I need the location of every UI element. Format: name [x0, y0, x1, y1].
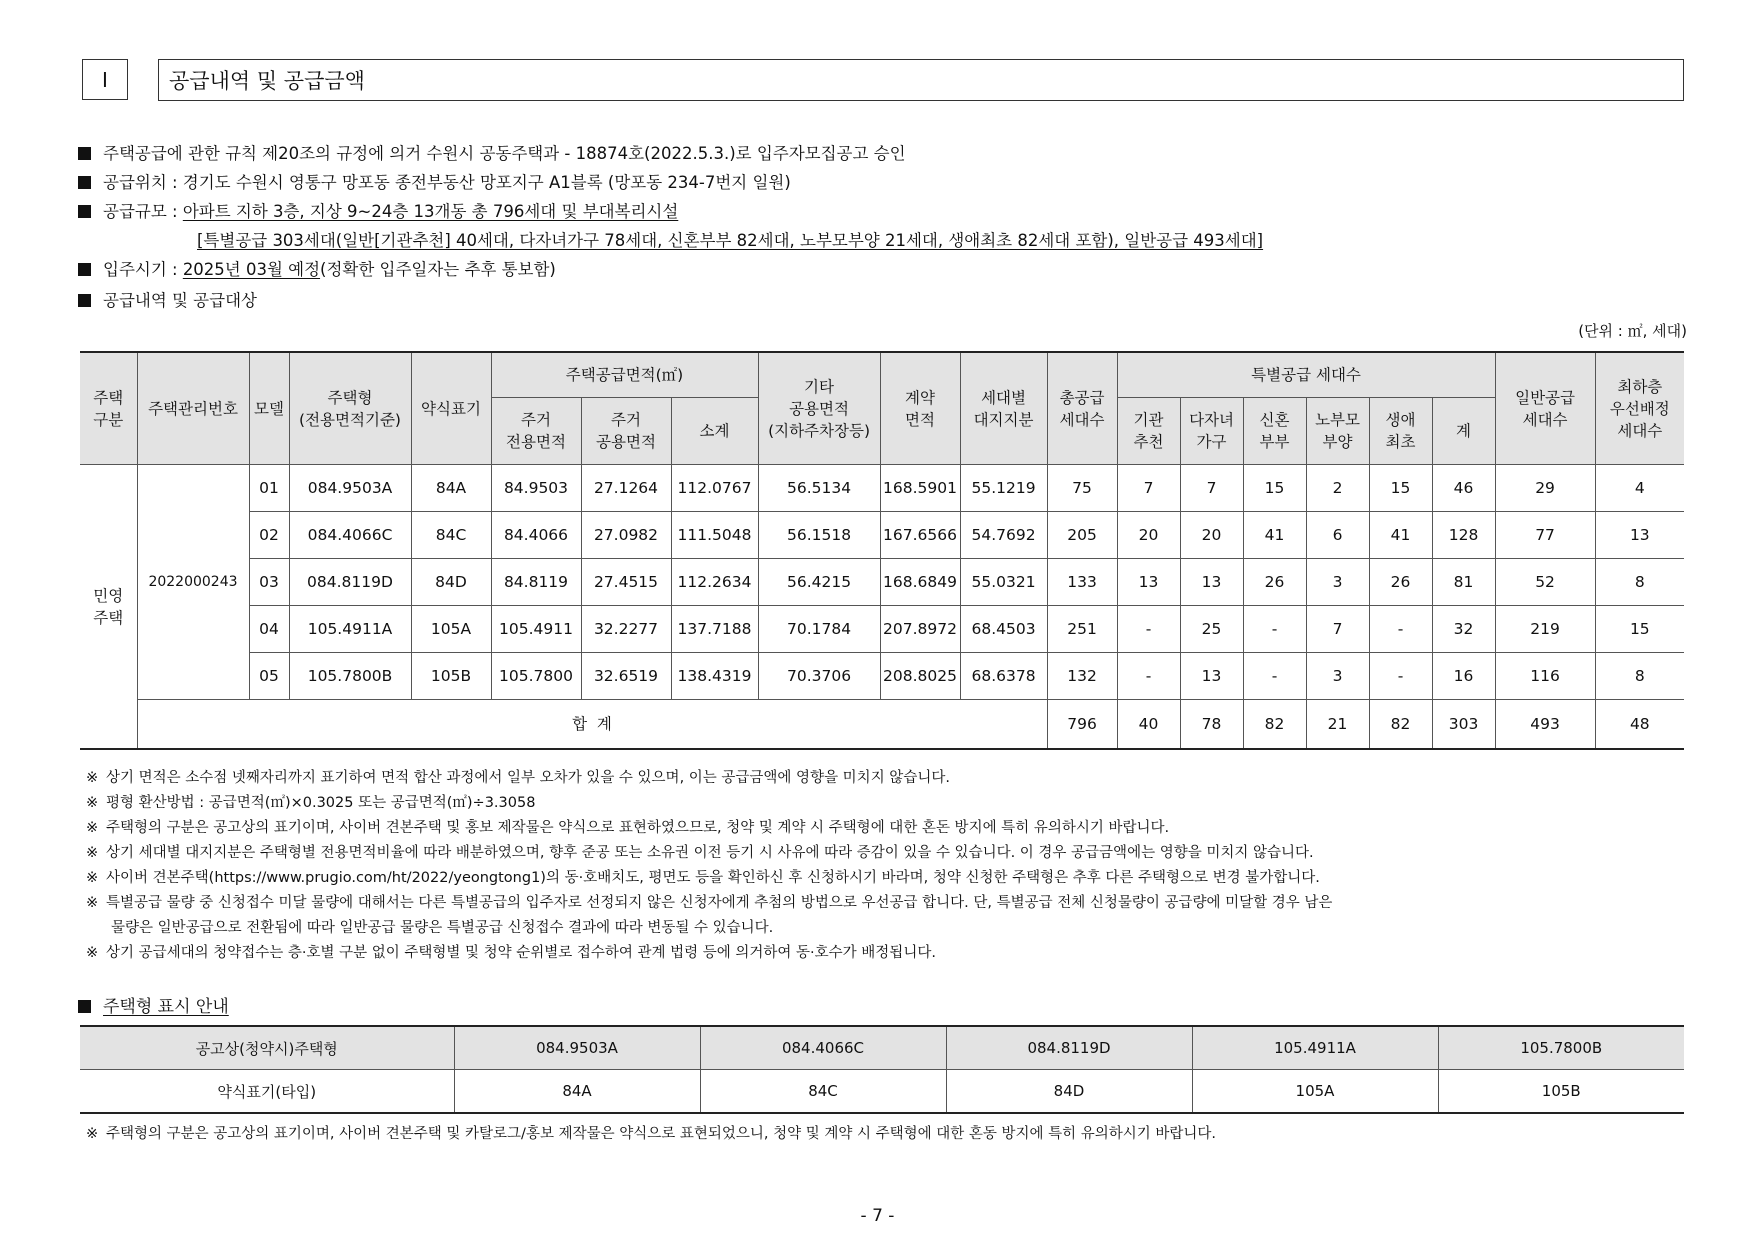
cell-model: 04: [249, 606, 289, 653]
cell-institution: -: [1117, 653, 1180, 700]
mark-cell: 105A: [1192, 1070, 1438, 1114]
info-scale-detail: [특별공급 303세대(일반[기관추천] 40세대, 다자녀가구 78세대, 신혼부부 82세대, 노부모부양 21세대, 생애최초 82세대 포함), 일반공급 493세대]: [197, 231, 1264, 250]
cell-land: 55.1219: [960, 465, 1047, 512]
cell-total: 75: [1047, 465, 1117, 512]
cell-subtotal: 111.5048: [671, 512, 758, 559]
cell-common: 32.6519: [581, 653, 671, 700]
cell-contract: 207.8972: [880, 606, 960, 653]
cell-special-sum: 16: [1432, 653, 1495, 700]
info-move-in: 입주시기 : 2025년 03월 예정(정확한 입주일자는 추후 통보함): [78, 259, 556, 281]
header-land-share: 세대별 대지지분: [960, 352, 1047, 465]
cell-total: 251: [1047, 606, 1117, 653]
header-common: 주거 공용면적: [581, 398, 671, 465]
cell-total: 132: [1047, 653, 1117, 700]
total-general: 493: [1495, 700, 1595, 750]
cell-first: -: [1369, 653, 1432, 700]
cell-special-sum: 46: [1432, 465, 1495, 512]
cell-subtotal: 138.4319: [671, 653, 758, 700]
total-lowest: 48: [1595, 700, 1684, 750]
cell-contract: 168.5901: [880, 465, 960, 512]
page-number: - 7 -: [860, 1206, 895, 1226]
type-cell: 084.8119D: [946, 1026, 1192, 1070]
cell-institution: 7: [1117, 465, 1180, 512]
info-supply-title: 공급내역 및 공급대상: [78, 290, 257, 312]
cell-mark: 84D: [411, 559, 491, 606]
cell-mark: 105A: [411, 606, 491, 653]
type-row: [80, 1026, 1684, 1070]
mark-cell: 84C: [700, 1070, 946, 1114]
header-other-common: 기타 공용면적 (지하주차장등): [758, 352, 880, 465]
cell-multi: 25: [1180, 606, 1243, 653]
cell-common: 27.4515: [581, 559, 671, 606]
cell-land: 68.4503: [960, 606, 1047, 653]
cell-exclusive: 105.4911: [491, 606, 581, 653]
cell-lowest: 8: [1595, 653, 1684, 700]
cell-total: 205: [1047, 512, 1117, 559]
type-cell: 105.7800B: [1438, 1026, 1684, 1070]
header-exclusive: 주거 전용면적: [491, 398, 581, 465]
cell-institution: -: [1117, 606, 1180, 653]
header-supply-area: 주택공급면적(㎡): [491, 352, 758, 398]
cell-elderly: 3: [1306, 653, 1369, 700]
cell-newlywed: 41: [1243, 512, 1306, 559]
cell-exclusive: 84.4066: [491, 512, 581, 559]
cell-lowest: 15: [1595, 606, 1684, 653]
cell-newlywed: -: [1243, 606, 1306, 653]
housing-type-cell: 민영 주택: [80, 465, 137, 750]
info-approval: 주택공급에 관한 규칙 제20조의 규정에 의거 수원시 공동주택과 - 18874호(2022.5.3.)로 입주자모집공고 승인: [78, 143, 906, 165]
cell-elderly: 2: [1306, 465, 1369, 512]
cell-exclusive: 105.7800: [491, 653, 581, 700]
cell-common: 27.1264: [581, 465, 671, 512]
total-institution: 40: [1117, 700, 1180, 750]
cell-exclusive: 84.9503: [491, 465, 581, 512]
notes-list: [86, 766, 1332, 966]
cell-total: 133: [1047, 559, 1117, 606]
cell-subtotal: 137.7188: [671, 606, 758, 653]
cell-common: 32.2277: [581, 606, 671, 653]
mgmt-no-cell: 2022000243: [137, 465, 249, 700]
cell-first: 26: [1369, 559, 1432, 606]
header-short-mark: 약식표기: [411, 352, 491, 465]
header-newlywed: 신혼 부부: [1243, 398, 1306, 465]
type-cell: 084.9503A: [454, 1026, 700, 1070]
cell-mark: 105B: [411, 653, 491, 700]
cell-institution: 20: [1117, 512, 1180, 559]
cell-contract: 167.6566: [880, 512, 960, 559]
cell-exclusive: 84.8119: [491, 559, 581, 606]
header-institution: 기관 추천: [1117, 398, 1180, 465]
cell-subtotal: 112.0767: [671, 465, 758, 512]
cell-mark: 84A: [411, 465, 491, 512]
header-housing-type: 주택 구분: [80, 352, 137, 465]
mark-row: [80, 1070, 1684, 1114]
cell-newlywed: 15: [1243, 465, 1306, 512]
cell-newlywed: 26: [1243, 559, 1306, 606]
table-total-row: [80, 700, 1684, 750]
total-special-sum: 303: [1432, 700, 1495, 750]
mark-cell: 105B: [1438, 1070, 1684, 1114]
header-special-sum: 계: [1432, 398, 1495, 465]
header-subtotal: 소계: [671, 398, 758, 465]
header-model: 모델: [249, 352, 289, 465]
note-item: ※ 상기 세대별 대지지분은 주택형별 전용면적비율에 따라 배분하였으며, 향후 준공 또는 소유권 이전 등기 시 사유에 따라 증감이 있을 수 있습니다. 이 경우 공급금액에는 영향을 미치지 않습니다.: [86, 845, 1314, 861]
cell-institution: 13: [1117, 559, 1180, 606]
table-row: [80, 653, 1684, 700]
cell-elderly: 3: [1306, 559, 1369, 606]
square-bullet-icon: [78, 205, 91, 218]
total-multi: 78: [1180, 700, 1243, 750]
cell-general: 29: [1495, 465, 1595, 512]
cell-multi: 20: [1180, 512, 1243, 559]
cell-general: 52: [1495, 559, 1595, 606]
cell-general: 77: [1495, 512, 1595, 559]
table-row: [80, 465, 1684, 512]
cell-land: 54.7692: [960, 512, 1047, 559]
total-elderly: 21: [1306, 700, 1369, 750]
cell-mark: 84C: [411, 512, 491, 559]
cell-subtotal: 112.2634: [671, 559, 758, 606]
square-bullet-icon: [78, 176, 91, 189]
header-contract-area: 계약 면적: [880, 352, 960, 465]
total-newlywed: 82: [1243, 700, 1306, 750]
cell-other: 56.1518: [758, 512, 880, 559]
header-special: 특별공급 세대수: [1117, 352, 1495, 398]
type-cell: 084.4066C: [700, 1026, 946, 1070]
cell-general: 116: [1495, 653, 1595, 700]
square-bullet-icon: [78, 263, 91, 276]
square-bullet-icon: [78, 294, 91, 307]
note-item: ※ 상기 공급세대의 청약접수는 층·호별 구분 없이 주택형별 및 청약 순위별로 접수하여 관계 법령 등에 의거하여 동·호수가 배정됩니다.: [86, 945, 936, 961]
cell-multi: 13: [1180, 653, 1243, 700]
table-row: [80, 606, 1684, 653]
cell-special-sum: 128: [1432, 512, 1495, 559]
note-item: ※ 상기 면적은 소수점 넷째자리까지 표기하여 면적 합산 과정에서 일부 오차가 있을 수 있으며, 이는 공급금액에 영향을 미치지 않습니다.: [86, 770, 950, 786]
note-item: ※ 특별공급 물량 중 신청접수 미달 물량에 대해서는 다른 특별공급의 입주자로 선정되지 않은 신청자에게 추첨의 방법으로 우선공급 합니다. 단, 특별공급 전체 신청물량이 공급량에 미달할 경우 남은: [86, 895, 1333, 911]
cell-newlywed: -: [1243, 653, 1306, 700]
table-row: [80, 512, 1684, 559]
cell-type: 084.9503A: [289, 465, 411, 512]
cell-other: 70.1784: [758, 606, 880, 653]
square-bullet-icon: [78, 147, 91, 160]
unit-label: (단위 : ㎡, 세대): [1578, 322, 1687, 340]
cell-type: 105.4911A: [289, 606, 411, 653]
total-first: 82: [1369, 700, 1432, 750]
type-display-title: 주택형 표시 안내: [78, 992, 229, 1017]
note-continuation: 물량은 일반공급으로 전환됨에 따라 일반공급 물량은 특별공급 신청접수 결과에 따라 변동될 수 있습니다.: [111, 920, 774, 936]
cell-land: 68.6378: [960, 653, 1047, 700]
header-total-units: 총공급 세대수: [1047, 352, 1117, 465]
section-title: 공급내역 및 공급금액: [158, 59, 1684, 101]
header-elderly: 노부모 부양: [1306, 398, 1369, 465]
cell-type: 084.8119D: [289, 559, 411, 606]
cell-contract: 168.6849: [880, 559, 960, 606]
info-scale: 공급규모 : 아파트 지하 3층, 지상 9~24층 13개동 총 796세대 및 부대복리시설: [78, 201, 678, 223]
cell-special-sum: 81: [1432, 559, 1495, 606]
total-label: 합 계: [137, 700, 1047, 750]
cell-elderly: 6: [1306, 512, 1369, 559]
cell-multi: 13: [1180, 559, 1243, 606]
cell-model: 01: [249, 465, 289, 512]
header-first-time: 생애 최초: [1369, 398, 1432, 465]
type-cell: 105.4911A: [1192, 1026, 1438, 1070]
note-item: ※ 주택형의 구분은 공고상의 표기이며, 사이버 견본주택 및 홍보 제작물은 약식으로 표현하였으므로, 청약 및 계약 시 주택형에 대한 혼돈 방지에 특히 유의하시기 바랍니다.: [86, 820, 1170, 836]
total-units: 796: [1047, 700, 1117, 750]
cell-lowest: 13: [1595, 512, 1684, 559]
cell-multi: 7: [1180, 465, 1243, 512]
cell-first: 41: [1369, 512, 1432, 559]
cell-common: 27.0982: [581, 512, 671, 559]
cell-lowest: 4: [1595, 465, 1684, 512]
supply-table: [80, 351, 1684, 750]
mark-cell: 84D: [946, 1070, 1192, 1114]
mark-cell: 84A: [454, 1070, 700, 1114]
cell-special-sum: 32: [1432, 606, 1495, 653]
type-display-table: [80, 1025, 1684, 1114]
cell-land: 55.0321: [960, 559, 1047, 606]
cell-first: -: [1369, 606, 1432, 653]
header-multi-child: 다자녀 가구: [1180, 398, 1243, 465]
cell-model: 05: [249, 653, 289, 700]
cell-general: 219: [1495, 606, 1595, 653]
cell-model: 03: [249, 559, 289, 606]
cell-model: 02: [249, 512, 289, 559]
cell-elderly: 7: [1306, 606, 1369, 653]
table-row: [80, 559, 1684, 606]
info-location: 공급위치 : 경기도 수원시 영통구 망포동 종전부동산 망포지구 A1블록 (망포동 234-7번지 일원): [78, 172, 791, 194]
header-lowest-floor: 최하층 우선배정 세대수: [1595, 352, 1684, 465]
header-general: 일반공급 세대수: [1495, 352, 1595, 465]
note-item: ※ 평형 환산방법 : 공급면적(㎡)×0.3025 또는 공급면적(㎡)÷3.3058: [86, 795, 536, 811]
header-mgmt-no: 주택관리번호: [137, 352, 249, 465]
cell-contract: 208.8025: [880, 653, 960, 700]
cell-other: 56.4215: [758, 559, 880, 606]
type-display-note: ※ 주택형의 구분은 공고상의 표기이며, 사이버 견본주택 및 카탈로그/홍보 제작물은 약식으로 표현되었으니, 청약 및 계약 시 주택형에 대한 혼동 방지에 특히 유의하시기 바랍니다.: [86, 1126, 1216, 1142]
cell-other: 56.5134: [758, 465, 880, 512]
note-item: ※ 사이버 견본주택(https://www.prugio.com/ht/2022/yeongtong1)의 동·호배치도, 평면도 등을 확인하신 후 신청하시기 바라며, 청약 신청한 주택형은 추후 다른 주택형으로 변경 불가합니다.: [86, 870, 1320, 886]
mark-row-label: 약식표기(타입): [80, 1070, 454, 1114]
square-bullet-icon: [78, 1000, 91, 1013]
cell-other: 70.3706: [758, 653, 880, 700]
header-house-type: 주택형 (전용면적기준): [289, 352, 411, 465]
cell-lowest: 8: [1595, 559, 1684, 606]
cell-type: 105.7800B: [289, 653, 411, 700]
cell-first: 15: [1369, 465, 1432, 512]
cell-type: 084.4066C: [289, 512, 411, 559]
type-row-label: 공고상(청약시)주택형: [80, 1026, 454, 1070]
section-number: Ⅰ: [82, 59, 128, 100]
